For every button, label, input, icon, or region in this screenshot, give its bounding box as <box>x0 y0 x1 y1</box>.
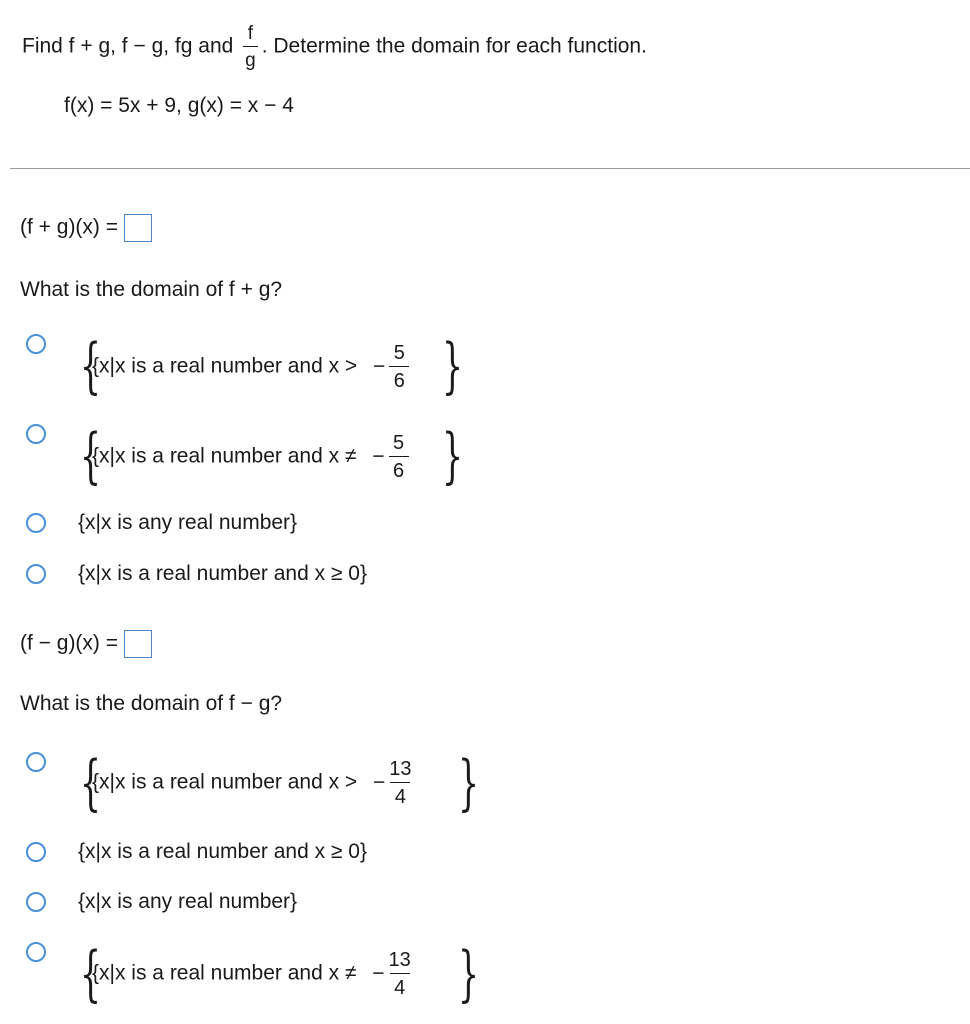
radio-f-minus-g-option-4[interactable] <box>26 942 46 962</box>
radio-f-plus-g-option-4[interactable] <box>26 564 46 584</box>
domain-question-f-plus-g: What is the domain of f + g? <box>20 278 283 301</box>
f-minus-g-label: (f − g)(x) = <box>20 630 152 658</box>
radio-f-plus-g-option-1[interactable] <box>26 334 46 354</box>
option-f-minus-g-2: {x|x is a real number and x ≥ 0} <box>78 840 367 863</box>
right-brace: } <box>458 939 480 1009</box>
radio-f-minus-g-option-3[interactable] <box>26 892 46 912</box>
radio-f-minus-g-option-1[interactable] <box>26 752 46 772</box>
f-plus-g-label: (f + g)(x) = <box>20 214 152 242</box>
function-definitions: f(x) = 5x + 9, g(x) = x − 4 <box>64 94 294 117</box>
option-f-plus-g-1: {x|x is a real number and x > − $\frac{5}{6}$ <box>92 343 409 391</box>
left-brace: { <box>80 331 102 401</box>
left-brace: { <box>80 421 102 491</box>
left-brace: { <box>80 939 102 1009</box>
option-f-plus-g-4: {x|x is a real number and x ≥ 0} <box>78 562 367 585</box>
radio-f-plus-g-option-2[interactable] <box>26 424 46 444</box>
fraction: $\frac{13}{4}$ <box>389 758 412 808</box>
right-brace: } <box>442 421 464 491</box>
radio-f-minus-g-option-2[interactable] <box>26 842 46 862</box>
option-f-minus-g-1: {x|x is a real number and x > − $\frac{13}{4}$ <box>92 758 412 808</box>
divider <box>10 168 970 169</box>
domain-question-f-minus-g: What is the domain of f − g? <box>20 692 283 715</box>
f-over-g-fraction: $\frac{f}{g}$ <box>245 23 256 71</box>
option-f-minus-g-4: {x|x is a real number and x ≠ − $\frac{13}{4}$ <box>92 949 411 999</box>
question-header <box>22 24 647 70</box>
question-suffix: . Determine the domain for each function. <box>261 34 647 58</box>
option-f-minus-g-3: {x|x is any real number} <box>78 890 298 913</box>
right-brace: } <box>442 331 464 401</box>
question-prefix: Find f + g, f − g, fg and <box>22 34 240 58</box>
fraction: $\frac{13}{4}$ <box>388 949 411 999</box>
f-plus-g-answer-input[interactable] <box>124 214 152 242</box>
fraction: $\frac{5}{6}$ <box>389 433 409 481</box>
right-brace: } <box>458 748 480 818</box>
left-brace: { <box>80 748 102 818</box>
f-minus-g-answer-input[interactable] <box>124 630 152 658</box>
radio-f-plus-g-option-3[interactable] <box>26 513 46 533</box>
option-f-plus-g-3: {x|x is any real number} <box>78 511 298 534</box>
fraction: $\frac{5}{6}$ <box>389 343 409 391</box>
option-f-plus-g-2: {x|x is a real number and x ≠ − $\frac{5}{6}$ <box>92 433 409 481</box>
